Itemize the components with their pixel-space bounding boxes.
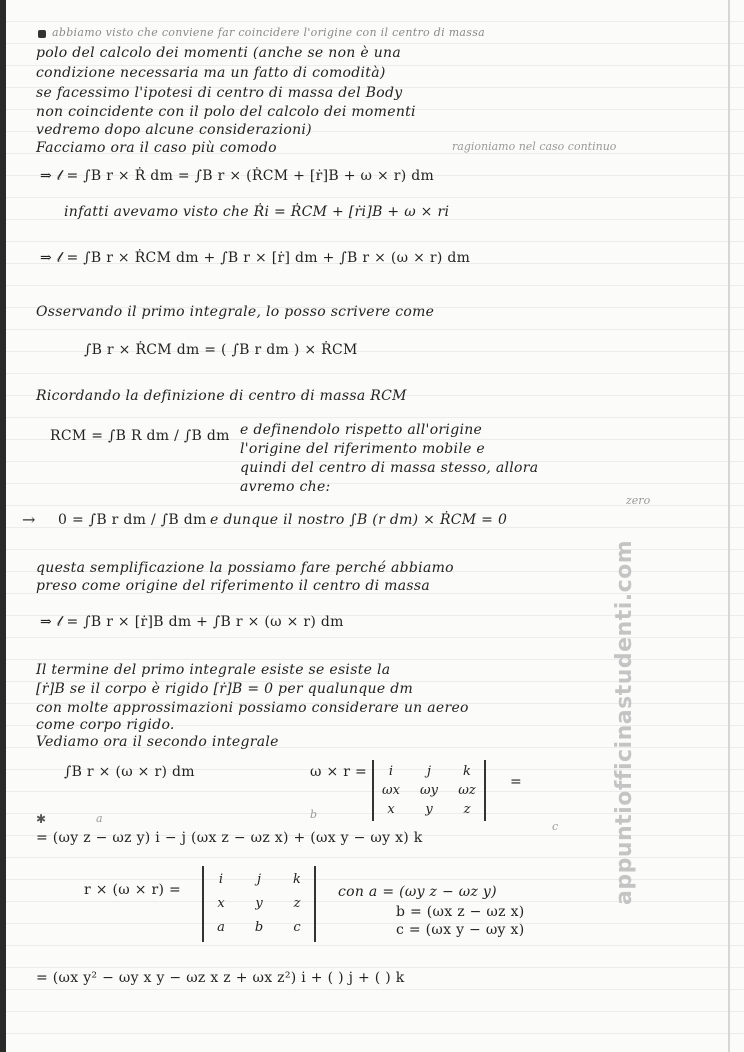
star-mark: ✱ <box>36 812 47 826</box>
label-b: b <box>310 808 318 821</box>
zero-note: zero <box>626 494 651 507</box>
arrow-mark: → <box>22 510 36 529</box>
note-line-13: Ricordando la definizione di centro di massa RCM <box>36 388 407 404</box>
page-edge <box>728 0 730 1052</box>
note-line-23: [ṙ]B se il corpo è rigido [ṙ]B = 0 per qualunque dm <box>36 681 414 697</box>
equation-3: ∫B r × ṘCM dm = ( ∫B r dm ) × ṘCM <box>84 342 358 358</box>
equation-2: ⇒ 𝓁 = ∫B r × ṘCM dm + ∫B r × [ṙ] dm + ∫B r × (ω × r) dm <box>40 250 471 266</box>
note-line-30: b = (ωx z − ωz x) <box>396 904 525 920</box>
note-line-17: avremo che: <box>240 479 331 495</box>
equation-5b: e dunque il nostro ∫B (r dm) × ṘCM = 0 <box>210 512 508 528</box>
note-line-6: vedremo dopo alcune considerazioni) <box>36 122 312 138</box>
label-c: c <box>552 820 559 833</box>
note-line-22: Il termine del primo integrale esiste se esiste la <box>36 662 391 678</box>
equation-1: ⇒ 𝓁 = ∫B r × Ṙ dm = ∫B r × (ṘCM + [ṙ]B + ω × r) dm <box>40 168 435 184</box>
equals-sign: = <box>510 774 523 790</box>
note-line-31: c = (ωx y − ωy x) <box>396 922 525 938</box>
equation-4: RCM = ∫B R dm / ∫B dm <box>50 428 230 444</box>
note-line-16: quindi del centro di massa stesso, allora <box>240 460 539 476</box>
note-line-1: abbiamo visto che conviene far coincidere l'origine con il centro di massa <box>52 26 486 39</box>
note-line-24: con molte approssimazioni possiamo considerare un aereo <box>36 700 469 716</box>
note-line-11: Osservando il primo integrale, lo posso scrivere come <box>36 304 435 320</box>
bullet-mark <box>38 30 46 38</box>
binding-edge <box>0 0 6 1052</box>
note-line-2: polo del calcolo dei momenti (anche se non è una <box>36 45 401 61</box>
note-line-15: l'origine del riferimento mobile e <box>240 441 486 457</box>
label-a: a <box>96 812 103 825</box>
cross-product-matrix-2: i j k x y z a b c <box>202 866 316 942</box>
equation-7b: ω × r = <box>310 764 368 780</box>
equation-5: 0 = ∫B r dm / ∫B dm <box>58 512 207 528</box>
watermark: appuntiofficinastudenti.com <box>612 539 637 905</box>
note-line-29: con a = (ωy z − ωz y) <box>338 884 497 900</box>
note-line-4: se facessimo l'ipotesi di centro di massa del Body <box>36 85 403 101</box>
note-line-5: non coincidente con il polo del calcolo dei momenti <box>36 104 416 120</box>
equation-10: = (ωx y² − ωy x y − ωz x z + ωx z²) i + ( ) j + ( ) k <box>36 970 405 986</box>
equation-7: ∫B r × (ω × r) dm <box>64 764 195 780</box>
note-line-26: Vediamo ora il secondo integrale <box>36 734 279 750</box>
note-line-7: Facciamo ora il caso più comodo <box>36 140 277 156</box>
equation-8: = (ωy z − ωz y) i − j (ωx z − ωz x) + (ωx y − ωy x) k <box>36 830 423 846</box>
equation-6: ⇒ 𝓁 = ∫B r × [ṙ]B dm + ∫B r × (ω × r) dm <box>40 614 344 630</box>
note-line-14: e definendolo rispetto all'origine <box>240 422 483 438</box>
note-line-20: preso come origine del riferimento il centro di massa <box>36 578 431 594</box>
note-line-19: questa semplificazione la possiamo fare perché abbiamo <box>36 560 454 576</box>
note-line-25: come corpo rigido. <box>36 717 175 733</box>
equation-9: r × (ω × r) = <box>84 882 182 898</box>
note-line-3: condizione necessaria ma un fatto di comodità) <box>36 65 386 81</box>
note-line-9: infatti avevamo visto che Ṙi = ṘCM + [ṙi]B + ω × ri <box>64 204 450 220</box>
note-aside: ragioniamo nel caso continuo <box>452 140 617 153</box>
cross-product-matrix-1: i j k ωx ωy ωz x y z <box>372 760 486 821</box>
